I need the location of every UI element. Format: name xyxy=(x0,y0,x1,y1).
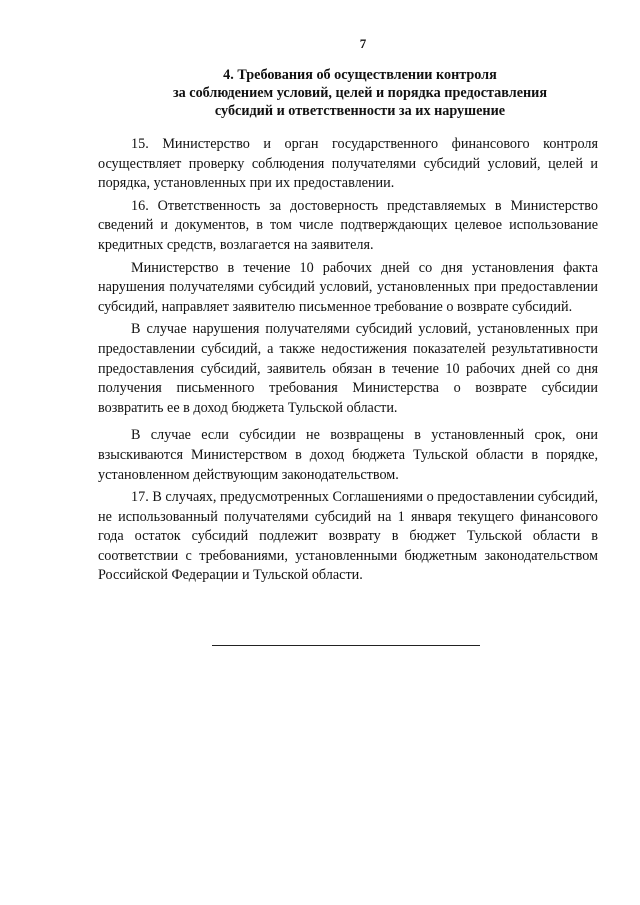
paragraph-16: 16. Ответственность за достоверность представляемых в Министерство сведений и документов, в том числе подтверждающих целевое использование кредитных средств, возлагается на заявителя. xyxy=(98,197,598,253)
section-heading-line: субсидий и ответственности за их нарушение xyxy=(214,103,506,119)
document-body xyxy=(98,135,598,589)
section-heading-line: за соблюдением условий, целей и порядка предоставления xyxy=(172,85,548,101)
section-heading xyxy=(110,66,610,120)
paragraph: Министерство в течение 10 рабочих дней со дня установления факта нарушения получателями субсидий условий, установленных при предоставлении субсидий, направляет заявителю письменное требование о возврате субсидий. xyxy=(98,259,598,315)
section-heading-line: 4. Требования об осуществлении контроля xyxy=(223,67,497,83)
paragraph-17: 17. В случаях, предусмотренных Соглашениями о предоставлении субсидий, не использованный получателями субсидий на 1 января текущего финансового года остаток субсидий подлежит возврату в бюджет Тульской области в соответствии с требованиями, установленными бюджетным законодательством Российской Федерации и Тульской области. xyxy=(98,489,598,584)
paragraph-15: 15. Министерство и орган государственного финансового контроля осуществляет проверку соблюдения получателями субсидий условий, целей и порядка, установленных при их предоставлении. xyxy=(98,136,598,192)
page-number: 7 xyxy=(359,36,367,51)
paragraph: В случае если субсидии не возвращены в установленный срок, они взыскиваются Министерством в доход бюджета Тульской области в порядке, установленном действующим законодательством. xyxy=(98,427,598,483)
paragraph: В случае нарушения получателями субсидий условий, установленных при предоставлении субсидий, а также недостижения показателей результативности предоставления субсидий, заявитель обязан в течение 10 рабочих дней со дня получения письменного требования Министерства о возврате субсидии возвратить ее в доход бюджета Тульской области. xyxy=(98,321,598,416)
closing-rule xyxy=(212,645,480,646)
